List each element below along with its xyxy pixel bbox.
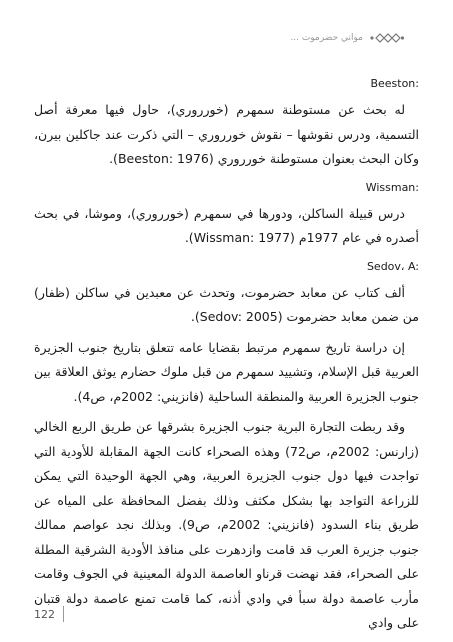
reference-description: درس قبيلة الساكلن، ودورها في سمهرم (خورروري)، وموشا، في بحث أصدره في عام 1977م (Wissman: 1977). <box>34 205 419 245</box>
running-title: مواني حضرموت ... <box>290 33 363 43</box>
ornament-icon <box>369 32 405 44</box>
reference-description: ألف كتاب عن معابد حضرموت، وتحدث عن معبدين في ساكلن (ظفار) من ضمن معابد حضرموت (Sedov: 2005). <box>34 284 419 324</box>
reference-author: Wissman: <box>365 180 419 194</box>
reference-author: Sedov، A: <box>366 259 419 273</box>
body-paragraph: وقد ربطت التجارة البرية جنوب الجزيرة بشرقها عن طريق الربع الخالي (زارنس: 2002م، ص72) وهذه الصحراء كانت الجهة المقابلة للأودية التي تواجدت فيها دول جنوب الجزيرة العربية، وهي الجهة الوحيدة التي يمكن للزراعة التواجد بها بشكل مكثف وذلك بفضل المحافظة على المياه عن طريق بناء السدود (فانزيني: 2002م، ص9). وبذلك نجد عواصم ممالك جنوب جزيرة العرب قد قامت وازدهرت على منافذ الأودية الشرقية المطلة على الصحراء، فقد نهضت قرناو العاصمة الدولة المعينية في الجوف وقامت مأرب عاصمة دولة سبأ في وادي أذنه، كما قامت تمنع عاصمة دولة قتبان على وادي <box>34 419 419 630</box>
body-paragraph: إن دراسة تاريخ سمهرم مرتبط بقضايا عامه تتعلق بتاريخ جنوب الجزيرة العربية قبل الإسلام، وتشييد سمهرم من قبل ملوك حضارم يوثق العلاقة بين جنوب الجزيرة العربية والمنطقة الساحلية (فانزيني: 2002م، ص4). <box>34 339 419 404</box>
reference-description: له بحث عن مستوطنة سمهرم (خورروري)، حاول فيها معرفة أصل التسمية، ودرس نقوشها – نقوش خورروري – التي ذكرت عند جاكلين بيرن، وكان البحث بعنوان مستوطنة خورروري (Beeston: 1976). <box>34 102 419 166</box>
page-header <box>290 32 405 44</box>
reference-author: Beeston: <box>370 77 419 90</box>
page-footer <box>34 606 64 622</box>
footer-divider <box>63 606 64 622</box>
page-number: 122 <box>34 607 55 621</box>
page-body <box>34 68 419 642</box>
